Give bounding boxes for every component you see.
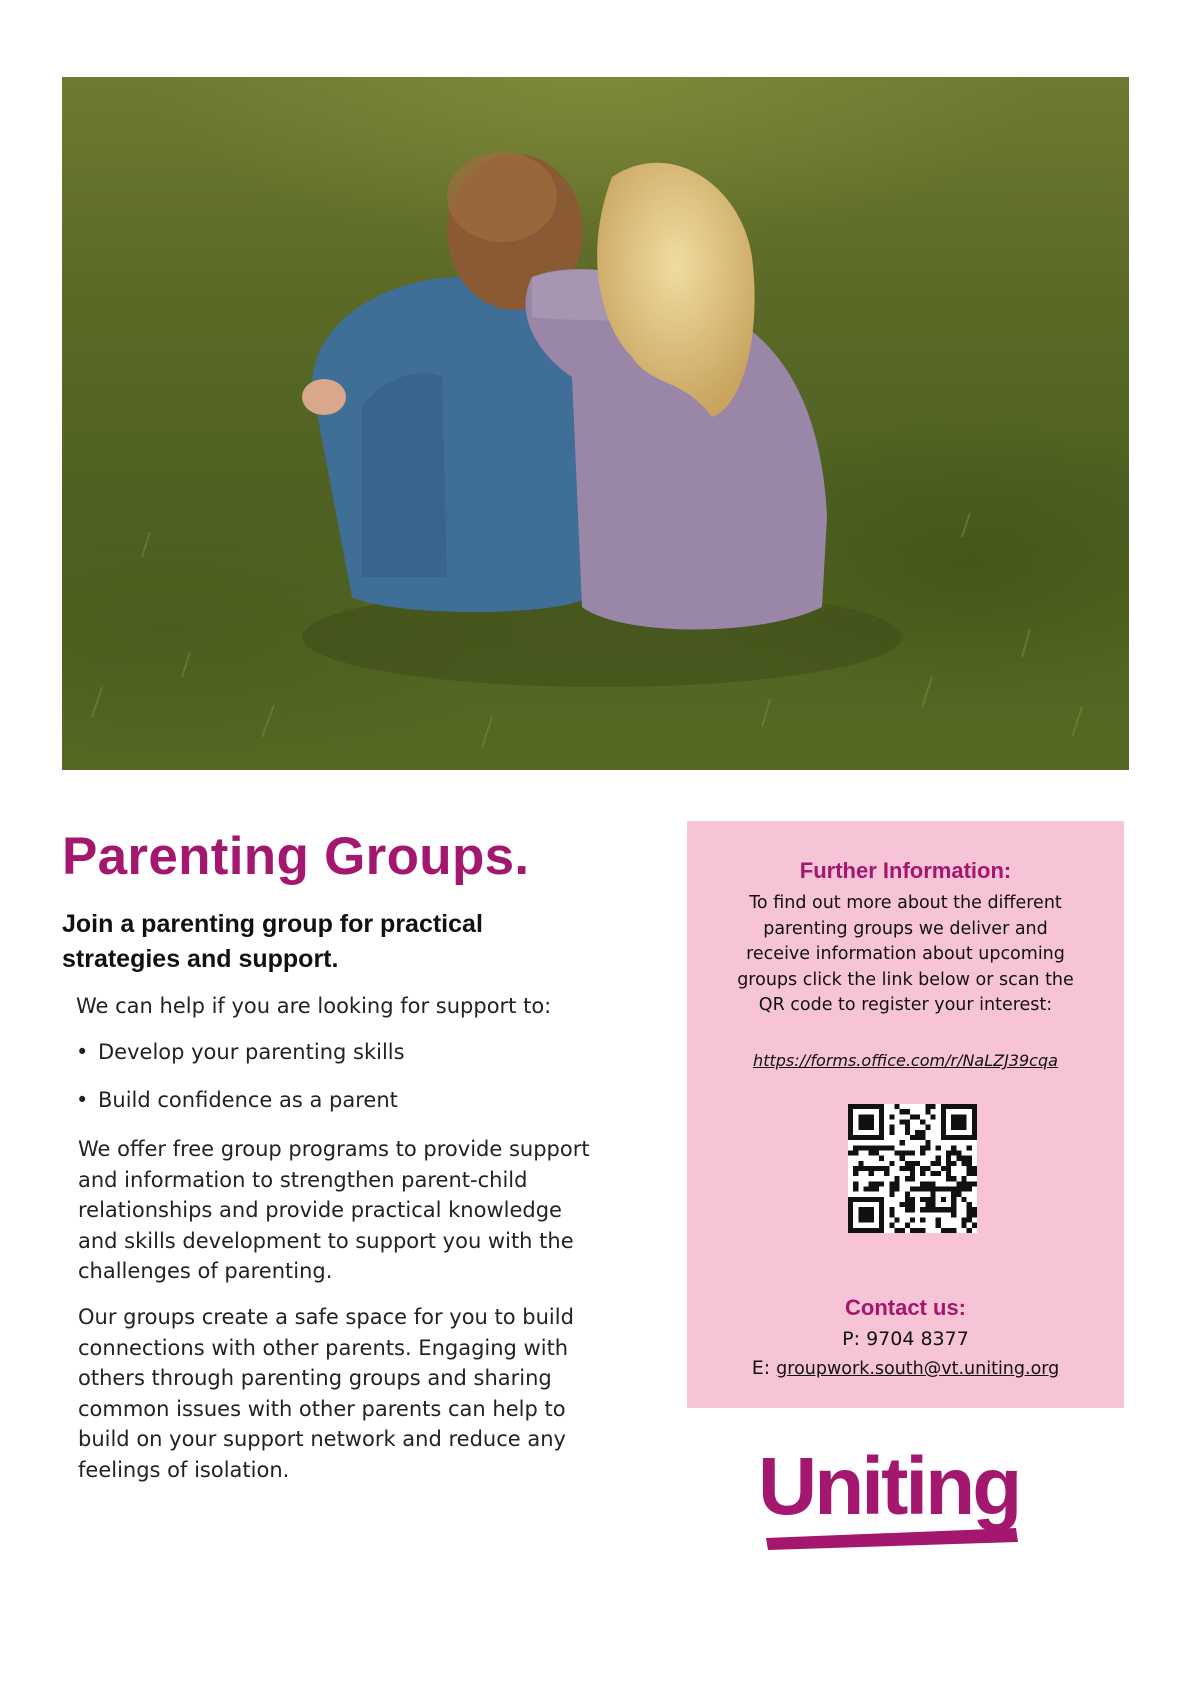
list-item-text: Develop your parenting skills	[98, 1040, 405, 1064]
bullet-icon: •	[76, 1088, 89, 1112]
bullet-icon: •	[76, 1040, 89, 1064]
contact-phone: P: 9704 8377	[842, 1328, 969, 1350]
qr-code[interactable]	[848, 1104, 977, 1233]
email-link[interactable]: groupwork.south@vt.uniting.org	[776, 1359, 1060, 1379]
qr-code-icon	[848, 1104, 977, 1233]
logo-underline-icon	[758, 1442, 1058, 1552]
info-heading: Further Information:	[799, 858, 1012, 883]
intro-text: We can help if you are looking for support to:	[76, 994, 552, 1018]
contact-heading: Contact us:	[845, 1295, 966, 1320]
children-illustration	[62, 77, 1129, 770]
list-item	[76, 1040, 405, 1088]
further-information-panel	[687, 821, 1124, 1408]
list-item	[76, 1088, 405, 1136]
page-title: Parenting Groups.	[62, 827, 530, 886]
uniting-logo	[758, 1442, 1058, 1552]
logo-wordmark: Uniting	[758, 1441, 1020, 1532]
email-prefix: E:	[751, 1357, 771, 1379]
body-paragraph-connections: Our groups create a safe space for you to build connections with other parents. Engaging with others through parenting groups and sharing common issues with other parents can help to build on your support network and reduce any feelings of isolation.	[78, 1305, 574, 1482]
info-text: To find out more about the different parenting groups we deliver and receive information about upcoming groups click the link below or scan the QR code to register your interest:	[737, 893, 1074, 1015]
registration-link[interactable]: https://forms.office.com/r/NaLZJ39cqa	[753, 1051, 1058, 1070]
body-paragraph-programs: We offer free group programs to provide support and information to strengthen parent-child relationships and provide practical knowledge and skills development to support you with the challenges of parenting.	[78, 1137, 590, 1283]
support-list	[76, 1040, 405, 1136]
list-item-text: Build confidence as a parent	[98, 1088, 398, 1112]
page-subtitle: Join a parenting group for practical strategies and support.	[62, 910, 483, 973]
contact-email	[687, 1357, 1124, 1379]
hero-photo	[62, 77, 1129, 770]
